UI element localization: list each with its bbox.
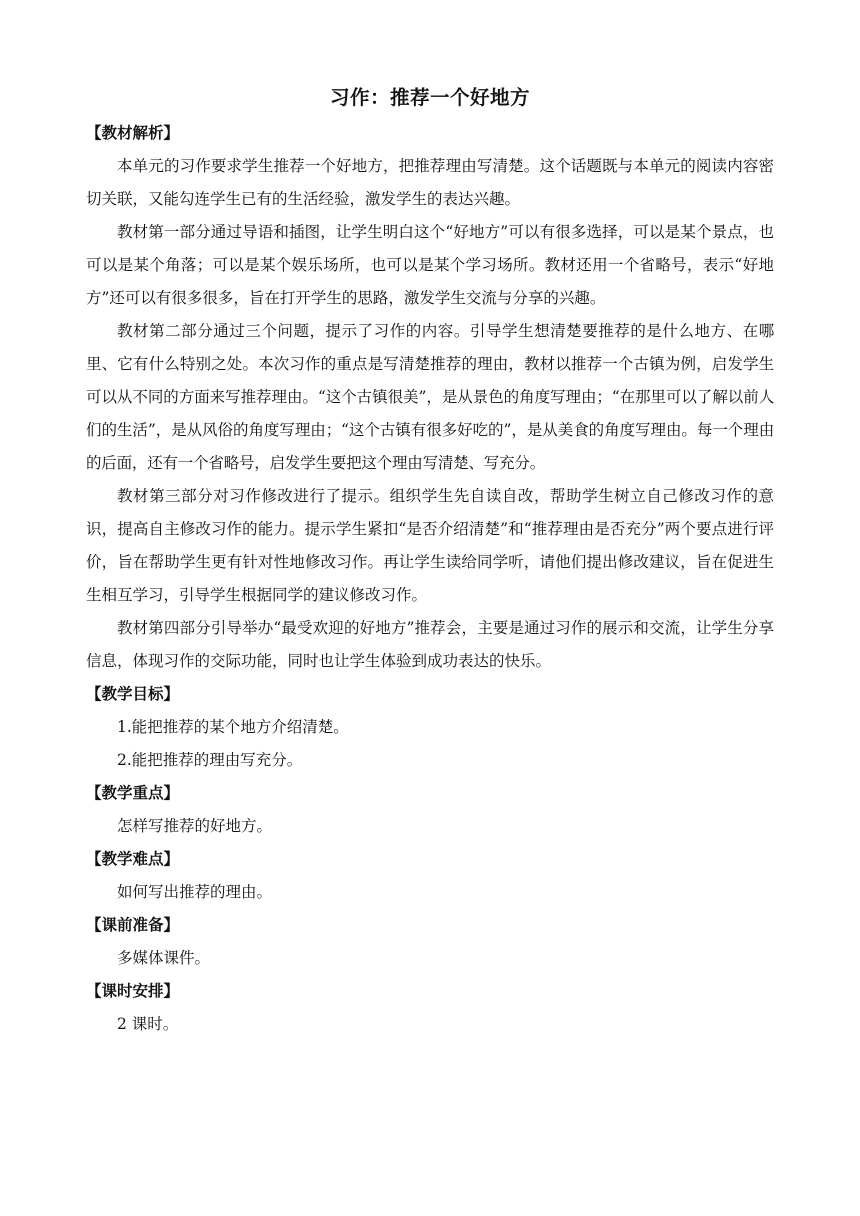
- paragraph: 教材第一部分通过导语和插图，让学生明白这个“好地方”可以有很多选择，可以是某个景点，也可以是某个角落；可以是某个娱乐场所，也可以是某个学习场所。教材还用一个省略号，表示“好地方”还可以有很多很多，旨在打开学生的思路，激发学生交流与分享的兴趣。: [86, 223, 774, 307]
- list-item: 2.能把推荐的理由写充分。: [117, 751, 303, 769]
- paragraph: 怎样写推荐的好地方。: [117, 817, 273, 835]
- section-heading: 【课时安排】: [86, 982, 180, 1000]
- section-heading: 【教学难点】: [86, 850, 180, 868]
- section-heading: 【教材解析】: [86, 124, 180, 142]
- paragraph: 如何写出推荐的理由。: [117, 883, 273, 901]
- section-teaching-focus: [86, 777, 774, 843]
- paragraph: 教材第二部分通过三个问题，提示了习作的内容。引导学生想清楚要推荐的是什么地方、在哪里、它有什么特别之处。本次习作的重点是写清楚推荐的理由，教材以推荐一个古镇为例，启发学生可以从不同的方面来写推荐理由。“这个古镇很美”，是从景色的角度写理由；“在那里可以了解以前人们的生活”，是从风俗的角度写理由；“这个古镇有很多好吃的”，是从美食的角度写理由。每一个理由的后面，还有一个省略号，启发学生要把这个理由写清楚、写充分。: [86, 322, 774, 472]
- document-title: 习作：推荐一个好地方: [329, 86, 530, 109]
- section-heading: 【教学目标】: [86, 685, 180, 703]
- paragraph: 2 课时。: [117, 1015, 179, 1033]
- paragraph: 教材第四部分引导举办“最受欢迎的好地方”推荐会，主要是通过习作的展示和交流，让学生分享信息，体现习作的交际功能，同时也让学生体验到成功表达的快乐。: [86, 619, 774, 670]
- section-heading: 【课前准备】: [86, 916, 180, 934]
- section-schedule: [86, 975, 774, 1041]
- section-preparation: [86, 909, 774, 975]
- section-teaching-goals: [86, 678, 774, 777]
- section-heading: 【教学重点】: [86, 784, 180, 802]
- paragraph: 多媒体课件。: [117, 949, 211, 967]
- paragraph: 教材第三部分对习作修改进行了提示。组织学生先自读自改，帮助学生树立自己修改习作的意识，提高自主修改习作的能力。提示学生紧扣“是否介绍清楚”和“推荐理由是否充分”两个要点进行评价，旨在帮助学生更有针对性地修改习作。再让学生读给同学听，请他们提出修改建议，旨在促进生生相互学习，引导学生根据同学的建议修改习作。: [86, 487, 774, 604]
- section-teaching-difficulty: [86, 843, 774, 909]
- section-textbook-analysis: [86, 117, 774, 678]
- paragraph: 本单元的习作要求学生推荐一个好地方，把推荐理由写清楚。这个话题既与本单元的阅读内容密切关联，又能勾连学生已有的生活经验，激发学生的表达兴趣。: [86, 157, 774, 208]
- list-item: 1.能把推荐的某个地方介绍清楚。: [117, 718, 349, 736]
